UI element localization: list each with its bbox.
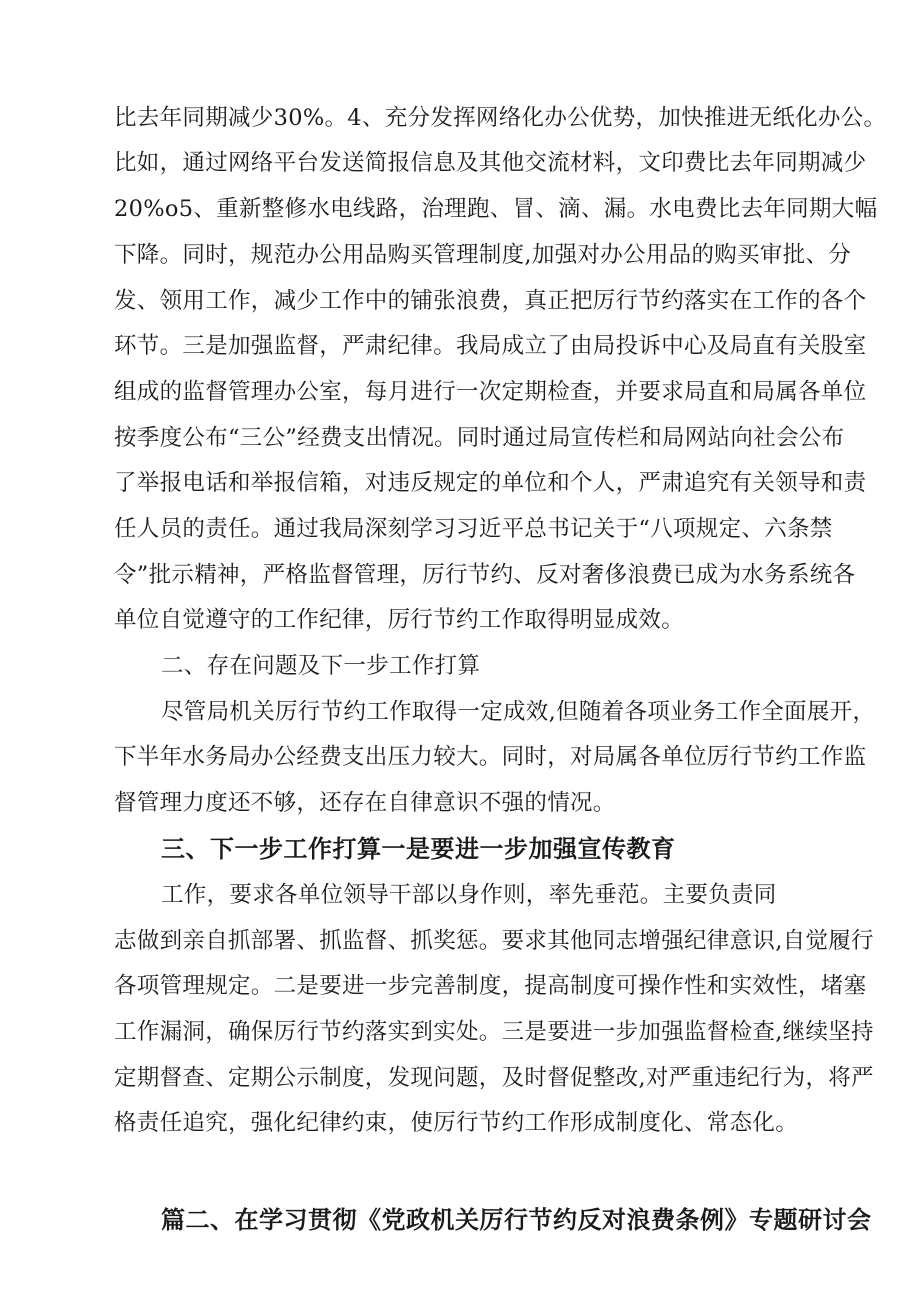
body-text-line: 单位自觉遵守的工作纪律，厉行节约工作取得明显成效。 (114, 607, 685, 633)
section-heading-bold: 三、下一步工作打算一是要进一步加强宣传教育 (161, 835, 676, 863)
body-text-line: 各项管理规定。二是要进一步完善制度，提高制度可操作性和实效性，堵塞 (114, 973, 867, 999)
body-text-line: 工作，要求各单位领导干部以身作则，率先垂范。主要负责同 (161, 882, 777, 908)
section-heading: 二、存在问题及下一步工作打算 (161, 653, 481, 679)
body-text-line: 任人员的责任。通过我局深刻学习习近平总书记关于“八项规定、六条禁 (114, 516, 833, 542)
body-text-line: 尽管局机关厉行节约工作取得一定成效,但随着各项业务工作全面展开， (161, 699, 876, 725)
body-text-line: 组成的监督管理办公室，每月进行一次定期检查，并要求局直和局属各单位 (114, 379, 867, 405)
body-text-line: 发、领用工作，减少工作中的铺张浪费，真正把厉行节约落实在工作的各个 (114, 288, 867, 314)
body-text-line: 比如，通过网络平台发送简报信息及其他交流材料，文印费比去年同期减少 (114, 150, 867, 176)
body-text-line: 环节。三是加强监督，严肃纪律。我局成立了由局投诉中心及局直有关股室 (114, 333, 867, 359)
body-text-line: 下半年水务局办公经费支出压力较大。同时，对局属各单位厉行节约工作监 (114, 744, 867, 770)
body-text-line: 格责任追究，强化纪律约束，使厉行节约工作形成制度化、常态化。 (114, 1110, 799, 1136)
body-text-line: 令”批示精神，严格监督管理，厉行节约、反对奢侈浪费已成为水务系统各 (114, 562, 856, 588)
body-text-line: 20%o5、重新整修水电线路，治理跑、冒、滴、漏。水电费比去年同期大幅 (114, 196, 878, 222)
body-text-line: 按季度公布“三公”经费支出情况。同时通过局宣传栏和局网站向社会公布 (114, 425, 845, 451)
body-text-line: 了举报电话和举报信箱，对违反规定的单位和个人，严肃追究有关领导和责 (114, 470, 867, 496)
body-text-line: 定期督查、定期公示制度，发现问题，及时督促整改,对严重违纪行为，将严 (114, 1065, 874, 1091)
body-text-line: 督管理力度还不够，还存在自律意识不强的情况。 (114, 790, 616, 816)
body-text-line: 工作漏洞，确保厉行节约落实到实处。三是要进一步加强监督检查,继续坚持 (114, 1019, 874, 1045)
body-text-line: 下降。同时，规范办公用品购买管理制度,加强对办公用品的购买审批、分 (114, 242, 852, 268)
body-text-line: 志做到亲自抓部署、抓监督、抓奖惩。要求其他同志增强纪律意识,自觉履行 (114, 928, 874, 954)
body-text-line: 比去年同期减少30%。4、充分发挥网络化办公优势，加快推进无纸化办公。 (114, 105, 887, 131)
chapter-title: 篇二、在学习贯彻《党政机关厉行节约反对浪费条例》专题研讨会 (161, 1206, 872, 1234)
